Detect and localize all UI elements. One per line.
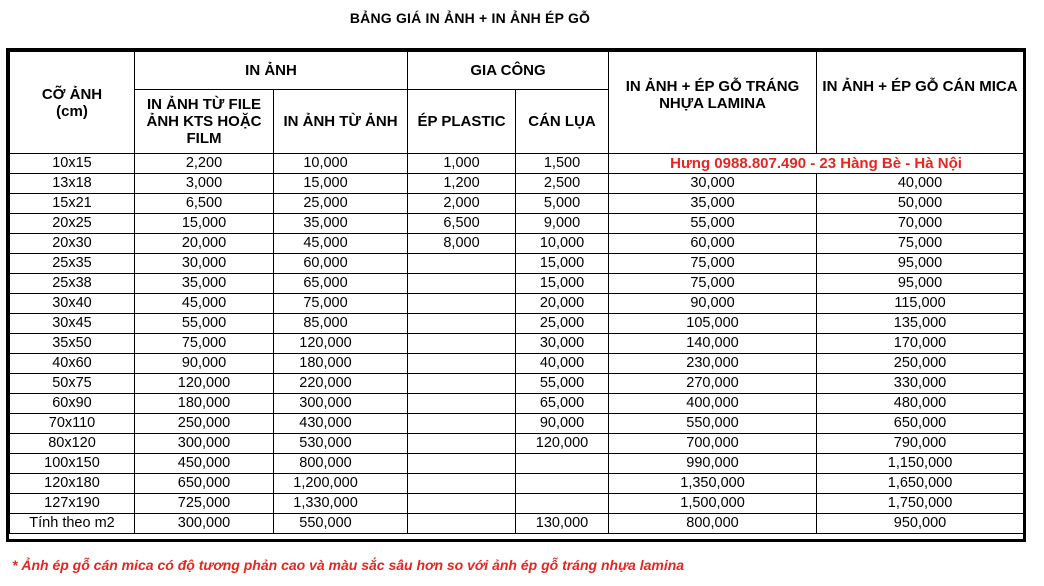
cell-lamina: 550,000 [609,414,817,434]
cell-photo: 60,000 [274,254,408,274]
cell-plastic [408,274,516,294]
cell-mica: 40,000 [817,174,1024,194]
cell-plastic [408,334,516,354]
cell-mica: 1,750,000 [817,494,1024,514]
cell-size: 127x190 [10,494,135,514]
cell-photo: 430,000 [274,414,408,434]
cell-film: 55,000 [135,314,274,334]
cell-lamina: 75,000 [609,254,817,274]
cell-plastic [408,354,516,374]
cell-silk: 10,000 [516,234,609,254]
header-size: CỠ ẢNH (cm) [10,52,135,154]
cell-mica: 250,000 [817,354,1024,374]
cell-mica: 1,650,000 [817,474,1024,494]
cell-mica: 70,000 [817,214,1024,234]
cell-size: 70x110 [10,414,135,434]
header-silk: CÁN LỤA [516,90,609,154]
cell-plastic [408,374,516,394]
cell-photo: 120,000 [274,334,408,354]
cell-mica: 75,000 [817,234,1024,254]
cell-plastic [408,474,516,494]
cell-silk: 15,000 [516,274,609,294]
cell-silk: 65,000 [516,394,609,414]
header-group-process: GIA CÔNG [408,52,609,90]
price-table-body [10,154,1024,534]
header-plastic: ÉP PLASTIC [408,90,516,154]
cell-lamina: 990,000 [609,454,817,474]
cell-silk: 120,000 [516,434,609,454]
cell-film: 300,000 [135,434,274,454]
footnote: * Ảnh ép gỗ cán mica có độ tương phản cao và màu sắc sâu hơn so với ảnh ép gỗ tráng nhựa lamina [12,557,685,573]
cell-lamina: 800,000 [609,514,817,534]
cell-photo: 65,000 [274,274,408,294]
cell-lamina: 60,000 [609,234,817,254]
cell-photo: 220,000 [274,374,408,394]
cell-size: 35x50 [10,334,135,354]
cell-film: 75,000 [135,334,274,354]
cell-lamina: 1,350,000 [609,474,817,494]
cell-plastic [408,394,516,414]
cell-mica: 170,000 [817,334,1024,354]
cell-lamina: 90,000 [609,294,817,314]
cell-lamina: 400,000 [609,394,817,414]
cell-photo: 15,000 [274,174,408,194]
cell-plastic [408,434,516,454]
cell-size: 100x150 [10,454,135,474]
cell-photo: 180,000 [274,354,408,374]
cell-film: 450,000 [135,454,274,474]
table-row [10,174,1024,194]
cell-size: 50x75 [10,374,135,394]
cell-film: 90,000 [135,354,274,374]
cell-silk: 9,000 [516,214,609,234]
table-row [10,254,1024,274]
header-group-print: IN ẢNH [135,52,408,90]
cell-plastic: 1,200 [408,174,516,194]
cell-lamina: 105,000 [609,314,817,334]
table-row [10,294,1024,314]
table-row [10,214,1024,234]
table-row [10,434,1024,454]
cell-silk [516,494,609,514]
cell-film: 30,000 [135,254,274,274]
cell-mica: 480,000 [817,394,1024,414]
cell-lamina: 700,000 [609,434,817,454]
cell-mica: 950,000 [817,514,1024,534]
cell-plastic [408,454,516,474]
cell-photo: 25,000 [274,194,408,214]
cell-size: 20x25 [10,214,135,234]
cell-size: 20x30 [10,234,135,254]
cell-silk: 5,000 [516,194,609,214]
cell-size: Tính theo m2 [10,514,135,534]
header-print-from-photo: IN ẢNH TỪ ẢNH [274,90,408,154]
table-row [10,154,1024,174]
price-table [9,51,1024,534]
table-row [10,474,1024,494]
table-row [10,314,1024,334]
cell-size: 80x120 [10,434,135,454]
cell-mica: 1,150,000 [817,454,1024,474]
cell-size: 10x15 [10,154,135,174]
cell-silk: 2,500 [516,174,609,194]
cell-mica: 50,000 [817,194,1024,214]
cell-photo: 1,200,000 [274,474,408,494]
contact-info: Hưng 0988.807.490 - 23 Hàng Bè - Hà Nội [609,154,1024,174]
cell-silk: 55,000 [516,374,609,394]
cell-plastic [408,494,516,514]
table-row [10,494,1024,514]
cell-film: 725,000 [135,494,274,514]
table-row [10,234,1024,254]
cell-silk: 90,000 [516,414,609,434]
page-title: BẢNG GIÁ IN ẢNH + IN ẢNH ÉP GỖ [349,10,591,26]
cell-size: 120x180 [10,474,135,494]
table-row [10,514,1024,534]
table-row [10,334,1024,354]
header-mica: IN ẢNH + ÉP GỖ CÁN MICA [817,52,1024,154]
header-lamina: IN ẢNH + ÉP GỖ TRÁNG NHỰA LAMINA [609,52,817,154]
cell-lamina: 230,000 [609,354,817,374]
table-row [10,354,1024,374]
cell-silk: 1,500 [516,154,609,174]
cell-mica: 135,000 [817,314,1024,334]
cell-film: 250,000 [135,414,274,434]
cell-size: 15x21 [10,194,135,214]
cell-photo: 300,000 [274,394,408,414]
cell-mica: 95,000 [817,274,1024,294]
cell-plastic [408,294,516,314]
cell-photo: 800,000 [274,454,408,474]
cell-photo: 1,330,000 [274,494,408,514]
cell-lamina: 75,000 [609,274,817,294]
cell-film: 15,000 [135,214,274,234]
cell-silk: 20,000 [516,294,609,314]
cell-mica: 790,000 [817,434,1024,454]
cell-silk: 130,000 [516,514,609,534]
cell-film: 650,000 [135,474,274,494]
cell-plastic [408,314,516,334]
cell-lamina: 35,000 [609,194,817,214]
cell-size: 25x38 [10,274,135,294]
cell-mica: 330,000 [817,374,1024,394]
table-row [10,414,1024,434]
cell-film: 120,000 [135,374,274,394]
cell-size: 13x18 [10,174,135,194]
cell-film: 6,500 [135,194,274,214]
cell-size: 25x35 [10,254,135,274]
cell-plastic: 1,000 [408,154,516,174]
cell-mica: 95,000 [817,254,1024,274]
cell-photo: 45,000 [274,234,408,254]
cell-film: 45,000 [135,294,274,314]
cell-photo: 10,000 [274,154,408,174]
cell-photo: 530,000 [274,434,408,454]
cell-film: 3,000 [135,174,274,194]
cell-size: 30x45 [10,314,135,334]
cell-lamina: 140,000 [609,334,817,354]
cell-film: 20,000 [135,234,274,254]
cell-film: 180,000 [135,394,274,414]
cell-silk [516,474,609,494]
table-row [10,394,1024,414]
cell-silk [516,454,609,474]
cell-mica: 650,000 [817,414,1024,434]
cell-plastic: 2,000 [408,194,516,214]
table-row [10,374,1024,394]
cell-size: 40x60 [10,354,135,374]
cell-silk: 15,000 [516,254,609,274]
cell-size: 30x40 [10,294,135,314]
cell-plastic [408,514,516,534]
cell-lamina: 1,500,000 [609,494,817,514]
cell-silk: 30,000 [516,334,609,354]
cell-lamina: 270,000 [609,374,817,394]
cell-silk: 25,000 [516,314,609,334]
cell-mica: 115,000 [817,294,1024,314]
cell-plastic: 6,500 [408,214,516,234]
table-row [10,274,1024,294]
table-row [10,454,1024,474]
cell-photo: 85,000 [274,314,408,334]
cell-plastic: 8,000 [408,234,516,254]
cell-film: 2,200 [135,154,274,174]
cell-silk: 40,000 [516,354,609,374]
header-print-from-file: IN ẢNH TỪ FILE ẢNH KTS HOẶC FILM [135,90,274,154]
cell-photo: 75,000 [274,294,408,314]
cell-plastic [408,254,516,274]
table-row [10,194,1024,214]
cell-size: 60x90 [10,394,135,414]
cell-film: 35,000 [135,274,274,294]
cell-lamina: 30,000 [609,174,817,194]
cell-lamina: 55,000 [609,214,817,234]
cell-film: 300,000 [135,514,274,534]
cell-photo: 550,000 [274,514,408,534]
cell-plastic [408,414,516,434]
cell-photo: 35,000 [274,214,408,234]
